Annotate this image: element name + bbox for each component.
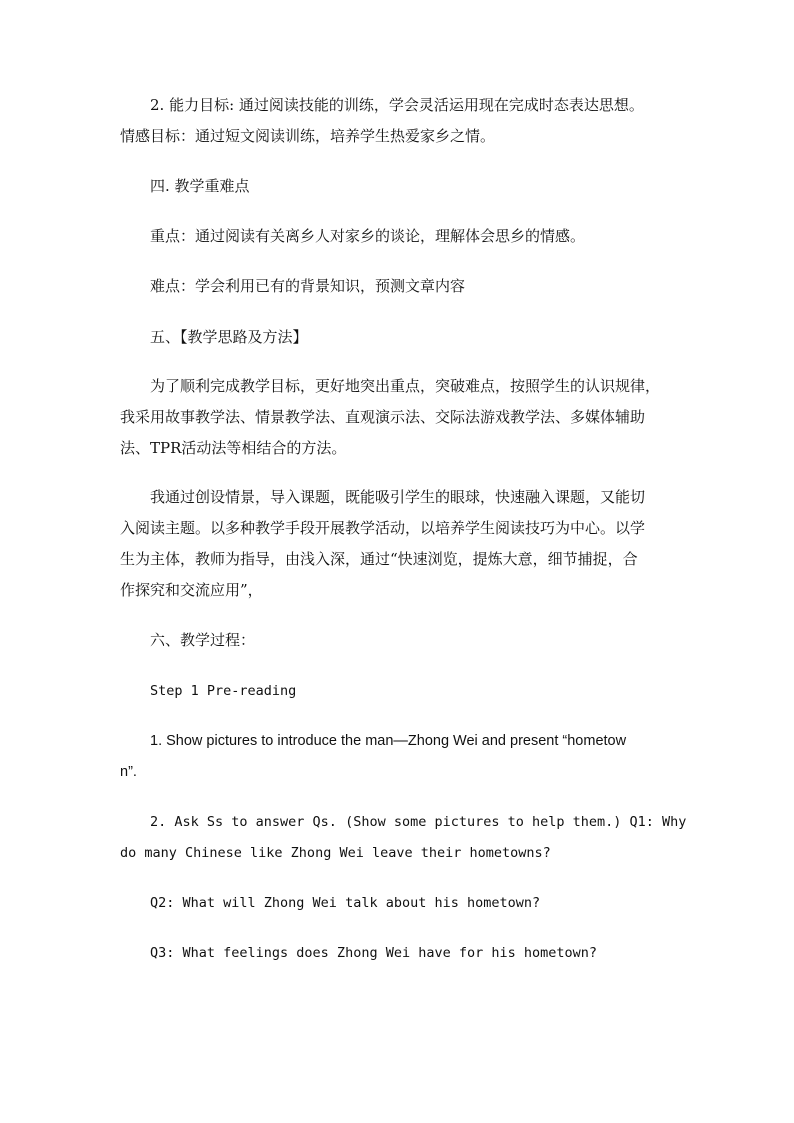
methods-line-3: 法、TPR活动法等相结合的方法。 <box>120 439 347 457</box>
step-1-item-2 <box>120 807 687 869</box>
approach-line-4: 作探究和交流应用”， <box>120 581 263 599</box>
methods-line-2: 我采用故事教学法、情景教学法、直观演示法、交际法游戏教学法、多媒体辅助 <box>120 408 646 426</box>
key-point: 重点：通过阅读有关离乡人对家乡的谈论，理解体会思乡的情感。 <box>150 227 586 245</box>
item-2-line-2: do many Chinese like Zhong Wei leave their hometowns? <box>120 845 551 861</box>
section-6-heading: 六、教学过程： <box>150 631 256 649</box>
methods-line-1: 为了顺利完成教学目标，更好地突出重点，突破难点，按照学生的认识规律， <box>150 377 661 395</box>
approach-line-1: 我通过创设情景，导入课题，既能吸引学生的眼球，快速融入课题，又能切 <box>150 488 646 506</box>
question-2: Q2: What will Zhong Wei talk about his hometown? <box>150 895 541 911</box>
emotion-goal-line: 情感目标：通过短文阅读训练，培养学生热爱家乡之情。 <box>120 127 496 145</box>
difficult-point: 难点：学会利用已有的背景知识，预测文章内容 <box>150 277 466 295</box>
methods-paragraph <box>120 371 676 464</box>
question-3: Q3: What feelings does Zhong Wei have for his hometown? <box>150 945 598 961</box>
step-1-heading: Step 1 Pre-reading <box>150 683 297 699</box>
step-1-item-1 <box>120 726 676 788</box>
item-2-line-1: 2. Ask Ss to answer Qs. (Show some pictures to help them.) Q1: Why <box>150 814 687 830</box>
approach-line-2: 入阅读主题。以多种教学手段开展教学活动，以培养学生阅读技巧为中心。以学 <box>120 519 646 537</box>
section-5-heading: 五、【教学思路及方法】 <box>150 328 308 346</box>
approach-paragraph <box>120 482 676 606</box>
ability-and-emotion-goals <box>120 90 676 152</box>
section-4-heading: 四. 教学重难点 <box>150 177 250 195</box>
approach-line-3: 生为主体，教师为指导，由浅入深，通过“快速浏览，提炼大意，细节捕捉，合 <box>120 550 638 568</box>
item-1-line-1: 1. Show pictures to introduce the man—Zhong Wei and present “hometow <box>150 733 627 749</box>
item-1-line-2: n”. <box>120 764 137 780</box>
ability-goal-line: 2. 能力目标: 通过阅读技能的训练，学会灵活运用现在完成时态表达思想。 <box>150 96 644 114</box>
